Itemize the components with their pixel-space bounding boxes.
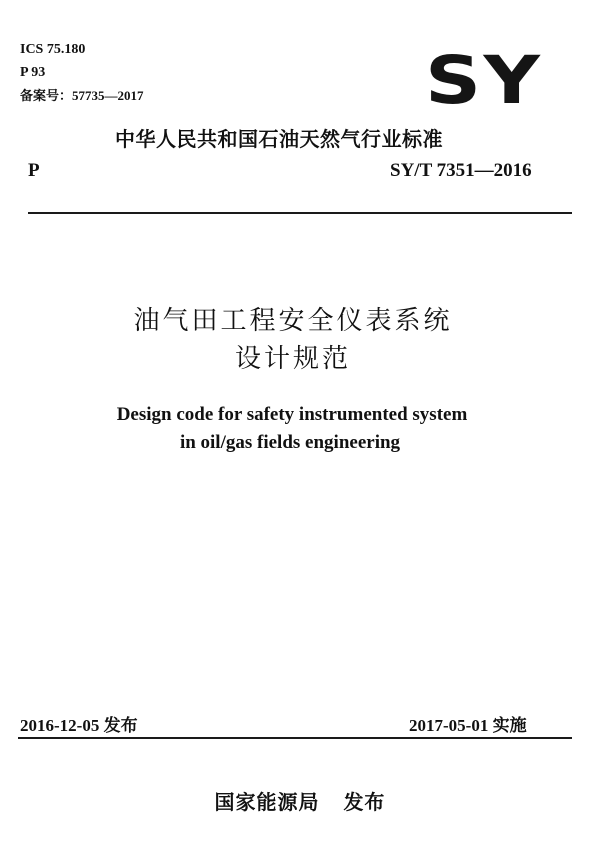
filing-number: [20, 87, 144, 106]
publisher-name: 国家能源局: [214, 790, 320, 814]
filing-value: 57735—2017: [72, 88, 144, 103]
chinese-title-line-2: 设计规范: [234, 344, 351, 374]
ics-code: ICS 75.180: [20, 42, 86, 57]
implement-label: 实施: [492, 716, 527, 736]
implementation-date: [409, 711, 527, 736]
implement-date-value: 2017-05-01: [409, 716, 489, 735]
sy-logo: SY: [425, 42, 543, 119]
issue-label: 发布: [103, 716, 138, 736]
chinese-title-line-1: 油气田工程安全仪表系统: [133, 306, 453, 336]
english-title-line-1: Design code for safety instrumented system: [116, 404, 468, 425]
publisher: [0, 786, 600, 815]
publish-label: 发布: [343, 790, 386, 814]
issue-date: [20, 711, 138, 736]
filing-label: 备案号：: [20, 89, 73, 104]
standard-organization: 中华人民共和国石油天然气行业标准: [115, 127, 443, 151]
standard-category: P: [28, 160, 40, 181]
bottom-divider: [18, 737, 572, 739]
top-divider: [28, 212, 572, 214]
standard-number: SY/T 7351—2016: [390, 160, 532, 181]
issue-date-value: 2016-12-05: [20, 716, 100, 735]
english-title-line-2: in oil/gas fields engineering: [179, 432, 401, 453]
p-code: P 93: [20, 65, 46, 80]
